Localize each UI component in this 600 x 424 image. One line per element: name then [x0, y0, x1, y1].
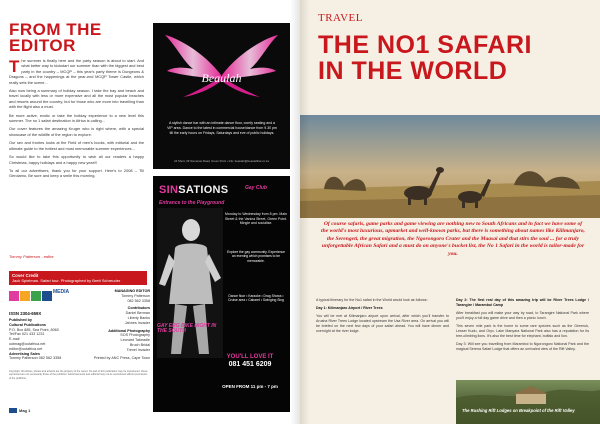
sinsations-ad[interactable]: [153, 176, 290, 412]
advertising-contact: Tommy Patterson 082 562 3358: [9, 356, 62, 361]
cover-credit-box: [9, 271, 147, 285]
pull-quote: Of course safaris, game parks and game viewing are nothing new to South Africans and in fact we have some of the world's most luxurious, upmarket and well-known parks, but there is something about names like Kilimanjaro, the Serengeti, the great migration, the Ngorongoro Crater and the Maasai and that stirs the soul ... for a truly unforgettable African Safari and a must do on anyone's bucket list, the No 1 Safari in the world is tailor-made for you.: [321, 221, 585, 257]
editorial-paragraph: So would like to take this opportunity to wish all our readers a happy Christmas, happy holidays and a happy new year!!!: [9, 154, 144, 165]
logo-square-icon: [31, 291, 41, 301]
publisher-tel: Tel/Fax 021 433 1231: [9, 332, 45, 337]
photographer: Leonard Tabeadle: [120, 338, 150, 343]
issn: ISSN 2304-659X: [9, 311, 42, 316]
contributors-label: Contributors: [127, 306, 150, 311]
editorial-paragraph: he summer is finally here and the party season is about to start. And what better way to kickstart our summer than with the biggest and best party in the country – MCQP – this year's party theme is Dungeons & Dragons – and the happenings at the year-end MCQP Tower Castle, which really sets the scene...: [9, 58, 144, 85]
logo-square-icon: [20, 291, 30, 301]
article-column-a: [316, 298, 449, 337]
publisher-block: [9, 318, 75, 361]
sinsations-body: Explore the gay community. Experience an evening which promises to be memorable.: [227, 250, 285, 263]
article-paragraph: After breakfast you will make your way by road, to Tarangire National Park where you'll enjoy a full day game drive and then a picnic lunch.: [456, 311, 589, 320]
drop-cap: T: [9, 57, 20, 76]
article-headline: [318, 32, 588, 84]
article-paragraph: You will be met at Kilimanjaro airport upon arrival, after which you'll transfer to Arusha River Trees Lodge located upstream the Usa River area. On arrival you will be briefed on the next few days of your safari ahead. You will have dinner and overnight at the river lodge.: [316, 314, 449, 333]
contributor: Daniel Berman: [125, 311, 150, 316]
publisher-email[interactable]: outmag@outafrica.net: [9, 341, 46, 346]
sinsations-phone[interactable]: 081 451 6209: [228, 361, 272, 368]
sinsations-subtitle: Gay Club: [245, 185, 267, 191]
page-number-left: [9, 408, 30, 413]
editorial-paragraph: Also now being a summary of holiday season. I take the bay and beach and travel locally with less or more expensive and all the most popular beaches and resorts around the country, but for those who are more into travelling than with the flight also a must.: [9, 88, 144, 110]
logo-square-icon: [42, 291, 52, 301]
editorial-paragraph: To all our advertisers, thank you for your support. Here's to 2008 – Till Gerolamo, Be sure and keep a smile this morning.: [9, 167, 144, 179]
publisher-name: Cultural Publications: [9, 322, 46, 327]
published-by-label: Published by: [9, 318, 32, 322]
day-heading: Day 1: Kilimanjaro Airport / River Trees: [316, 306, 383, 310]
sinsations-logo-a: SIN: [159, 184, 179, 196]
cover-credit-text: Jack Spielman. Safari tour. Photographed by Brett Schreuder: [12, 278, 121, 283]
sinsations-hours: Monday to Wednesday from 8 pm. Main Street & the Vanina Street, Green Point. Mingle and socialise.: [225, 212, 287, 226]
page-number-text: Mag 1: [19, 408, 31, 413]
sinsations-logo-b: SATIONS: [178, 184, 229, 196]
editorial-title-line2: EDITOR: [9, 36, 76, 55]
section-label: TRAVEL: [318, 12, 363, 24]
photography-label: Additional Photography: [108, 328, 150, 333]
sinsations-features: Dance floor • Karaoke • Drag Shows • Cruise area • Cabaret • Swinging Sing: [228, 294, 284, 303]
article-column-b: [456, 298, 589, 355]
logo-square-icon: [9, 291, 19, 301]
day-heading: Day 2: The first real day of this amazing trip will be River Trees Lodge / Tarangire / Maramboi Camp: [456, 298, 589, 307]
editor-email[interactable]: editor@outafrica.net: [9, 346, 43, 351]
sinsations-tagline: Entrance to the Playground: [159, 200, 225, 206]
editorial-paragraph: Our sex and frontes looks at the Field of men's books, with editorial and the ultimate guide to the hottest and most memorable summer experiences...: [9, 140, 144, 151]
copyright-fine-print: Copyright. All articles, photos and artwork are the property of the owner. No part of this publication may be reproduced. Views expressed are not necessarily those of the publisher. Advertisements and editorial may not be reproduced without permission of the publisher.: [9, 370, 148, 380]
managing-editor-tel: 082 562 3358: [127, 298, 150, 303]
article-paragraph: This seven mile park is the home to some rare species such as the Gerenuk, Lesser Kudu, and Oryx. Lake Manyara National Park also has a reputation for its tree-climbing lions. It's also the best time for elephant, buffalo and lion.: [456, 324, 589, 338]
photographer: SOS Photography: [120, 333, 150, 338]
managing-editor: Tommy Patterson: [121, 293, 150, 298]
love-line: YOU'LL LOVE IT: [226, 354, 274, 360]
wings-graphic-icon: [163, 31, 280, 101]
sinsations-contact: [213, 354, 287, 368]
beaulah-footer: 24 Short, 29 Somerset Road, Green Point • Info: beaulah@beaulahbar.co.za: [174, 159, 269, 163]
contributor: Liberty Banks: [127, 315, 150, 320]
editorial-paragraph: Our cover features the amazing Kruger who is right where, with a special showcase of the wildlife of the region to explore.: [9, 126, 144, 137]
editorial-title: [9, 22, 144, 54]
headline-line2: IN THE WORLD: [318, 57, 508, 85]
editor-signature: Tommy Patterson - editor: [9, 254, 54, 259]
logo-text: MEDIA: [53, 289, 70, 295]
publisher-logo: [9, 288, 69, 304]
beaulah-logo: Beaulah: [201, 71, 242, 85]
publisher-address: P.O. Box 885, Sea Point, 8060: [9, 327, 59, 332]
editorial-body: [9, 58, 144, 182]
sinsations-logo: [159, 184, 228, 196]
contributor: Jahnes Invader: [124, 320, 150, 325]
editorial-paragraph: Be more active, exotic or take the holiday experience to a new level this summer. The no 1 safari destination in Africa is calling...: [9, 112, 144, 124]
beaulah-copy: A stylish dance bar with an intimate dance floor, comfy seating and a VIP area. Dance to the latest in commercial house/dance from 9.30 pm till the early hours on Fridays, Saturdays and eve of public holidays.: [167, 121, 277, 135]
cover-credit-title: Cover Credit: [12, 273, 39, 278]
managing-editor-label: MANAGING EDITOR: [114, 289, 150, 293]
sinsations-open-hours: OPEN FROM 11 pm - 7 pm: [222, 384, 278, 389]
photo-caption: The Rushing Rift Lodges on Breakpoint of the Rift Valley: [462, 408, 575, 413]
lodge-photo: [456, 380, 600, 424]
beaulah-ad[interactable]: [153, 23, 290, 169]
sinsations-event: GAY ERG BIKE NIGHT IN THE SOUTH: [157, 323, 217, 335]
advertising-label: Advertising Sales: [9, 351, 40, 356]
photographer: Bruch Bridal: [129, 342, 150, 347]
editorial-title-line1: FROM THE: [9, 20, 102, 39]
printer-credit: Printed by ANC Press, Cape Town: [93, 355, 150, 360]
email-label: E-mail: [9, 337, 20, 342]
photographer: Trevel Invader: [126, 347, 150, 352]
safari-hero-image: [300, 115, 600, 218]
headline-line1: THE NO1 SAFARI: [318, 31, 532, 59]
masthead-credits: [80, 289, 150, 360]
article-paragraph: A typical itinerary for the No1 safari in the World would look as follows:: [316, 298, 428, 302]
dancer-photo-icon: [157, 208, 223, 358]
article-paragraph: Day 3: Will see you travelling from Maramboi to Ngorongoro National Park and the magical Serena Safari Lodge that offers an unrivaled view of the Rift Valley.: [456, 342, 589, 351]
page-tag-icon: [9, 408, 17, 413]
